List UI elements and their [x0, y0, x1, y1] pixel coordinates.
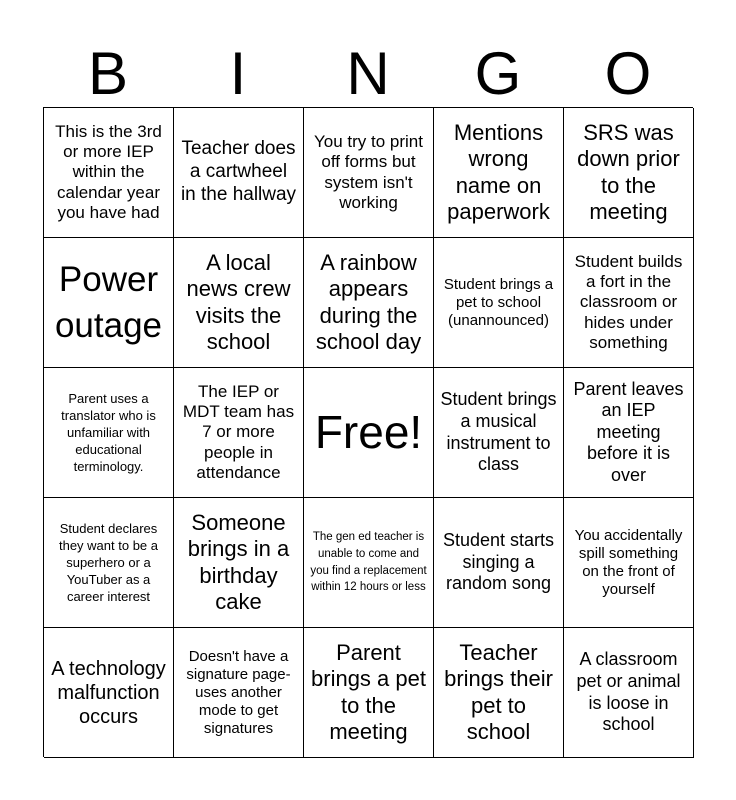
bingo-cell[interactable] [434, 628, 564, 758]
header-letter-n: N [346, 40, 390, 107]
bingo-cell[interactable] [174, 368, 304, 498]
bingo-cell[interactable] [44, 498, 174, 628]
cell-text: Teacher does a cartwheel in the hallway [180, 138, 297, 205]
cell-text: Parent leaves an IEP meeting before it is over [573, 378, 684, 485]
cell-text: Teacher brings their pet to school [444, 639, 553, 744]
cell-text: Student declares they want to be a superhero or a YouTuber as a career interest [58, 520, 158, 605]
bingo-cell[interactable] [564, 368, 694, 498]
bingo-cell[interactable] [434, 368, 564, 498]
cell-text: Doesn't have a signature page-uses another mode to get signatures [186, 647, 291, 737]
cell-text: A local news crew visits the school [186, 249, 291, 354]
bingo-cell[interactable] [174, 628, 304, 758]
bingo-cell[interactable] [304, 238, 434, 368]
cell-text: Parent uses a translator who is unfamiliar with educational terminology. [61, 390, 156, 475]
bingo-cell[interactable] [564, 498, 694, 628]
cell-text: Student starts singing a random song [442, 530, 555, 594]
cell-text: Parent brings a pet to the meeting [311, 639, 426, 744]
cell-text: A classroom pet or animal is loose in school [576, 649, 681, 735]
cell-text: Student brings a pet to school (unannounced) [443, 275, 554, 329]
cell-text: SRS was down prior to the meeting [577, 119, 680, 224]
cell-text: Someone brings in a birthday cake [187, 509, 290, 614]
cell-text: Power outage [54, 260, 163, 345]
cell-text: Student builds a fort in the classroom or hides under something [574, 251, 683, 353]
bingo-cell[interactable] [304, 108, 434, 238]
header-letter-i: I [229, 40, 247, 107]
cell-text: Student brings a musical instrument to class [440, 389, 557, 475]
cell-text: The IEP or MDT team has 7 or more people in attendance [182, 381, 295, 483]
cell-text: You try to print off forms but system isn't working [314, 131, 423, 212]
bingo-cell[interactable] [44, 368, 174, 498]
bingo-cell[interactable] [564, 108, 694, 238]
bingo-header [43, 42, 693, 106]
cell-text: A rainbow appears during the school day [315, 249, 422, 354]
cell-text: The gen ed teacher is unable to come and you find a replacement within 12 hours or less [310, 531, 427, 594]
header-letter-b: B [87, 40, 129, 107]
bingo-cell[interactable] [174, 108, 304, 238]
bingo-cell[interactable] [304, 628, 434, 758]
bingo-cell[interactable] [44, 108, 174, 238]
free-space[interactable] [304, 368, 434, 498]
bingo-cell[interactable] [434, 238, 564, 368]
bingo-cell[interactable] [564, 238, 694, 368]
bingo-cell[interactable] [44, 628, 174, 758]
bingo-cell[interactable] [304, 498, 434, 628]
cell-text: A technology malfunction occurs [51, 657, 166, 728]
cell-text: You accidentally spill something on the front of yourself [574, 526, 683, 598]
free-space-text: Free! [314, 405, 423, 458]
cell-text: This is the 3rd or more IEP within the calendar year you have had [55, 121, 162, 223]
bingo-cell[interactable] [564, 628, 694, 758]
bingo-cell[interactable] [174, 498, 304, 628]
bingo-grid [43, 107, 693, 757]
cell-text: Mentions wrong name on paperwork [447, 119, 550, 224]
bingo-cell[interactable] [434, 498, 564, 628]
bingo-cell[interactable] [434, 108, 564, 238]
bingo-cell[interactable] [44, 238, 174, 368]
header-letter-o: O [604, 40, 652, 107]
header-letter-g: G [474, 40, 522, 107]
bingo-cell[interactable] [174, 238, 304, 368]
